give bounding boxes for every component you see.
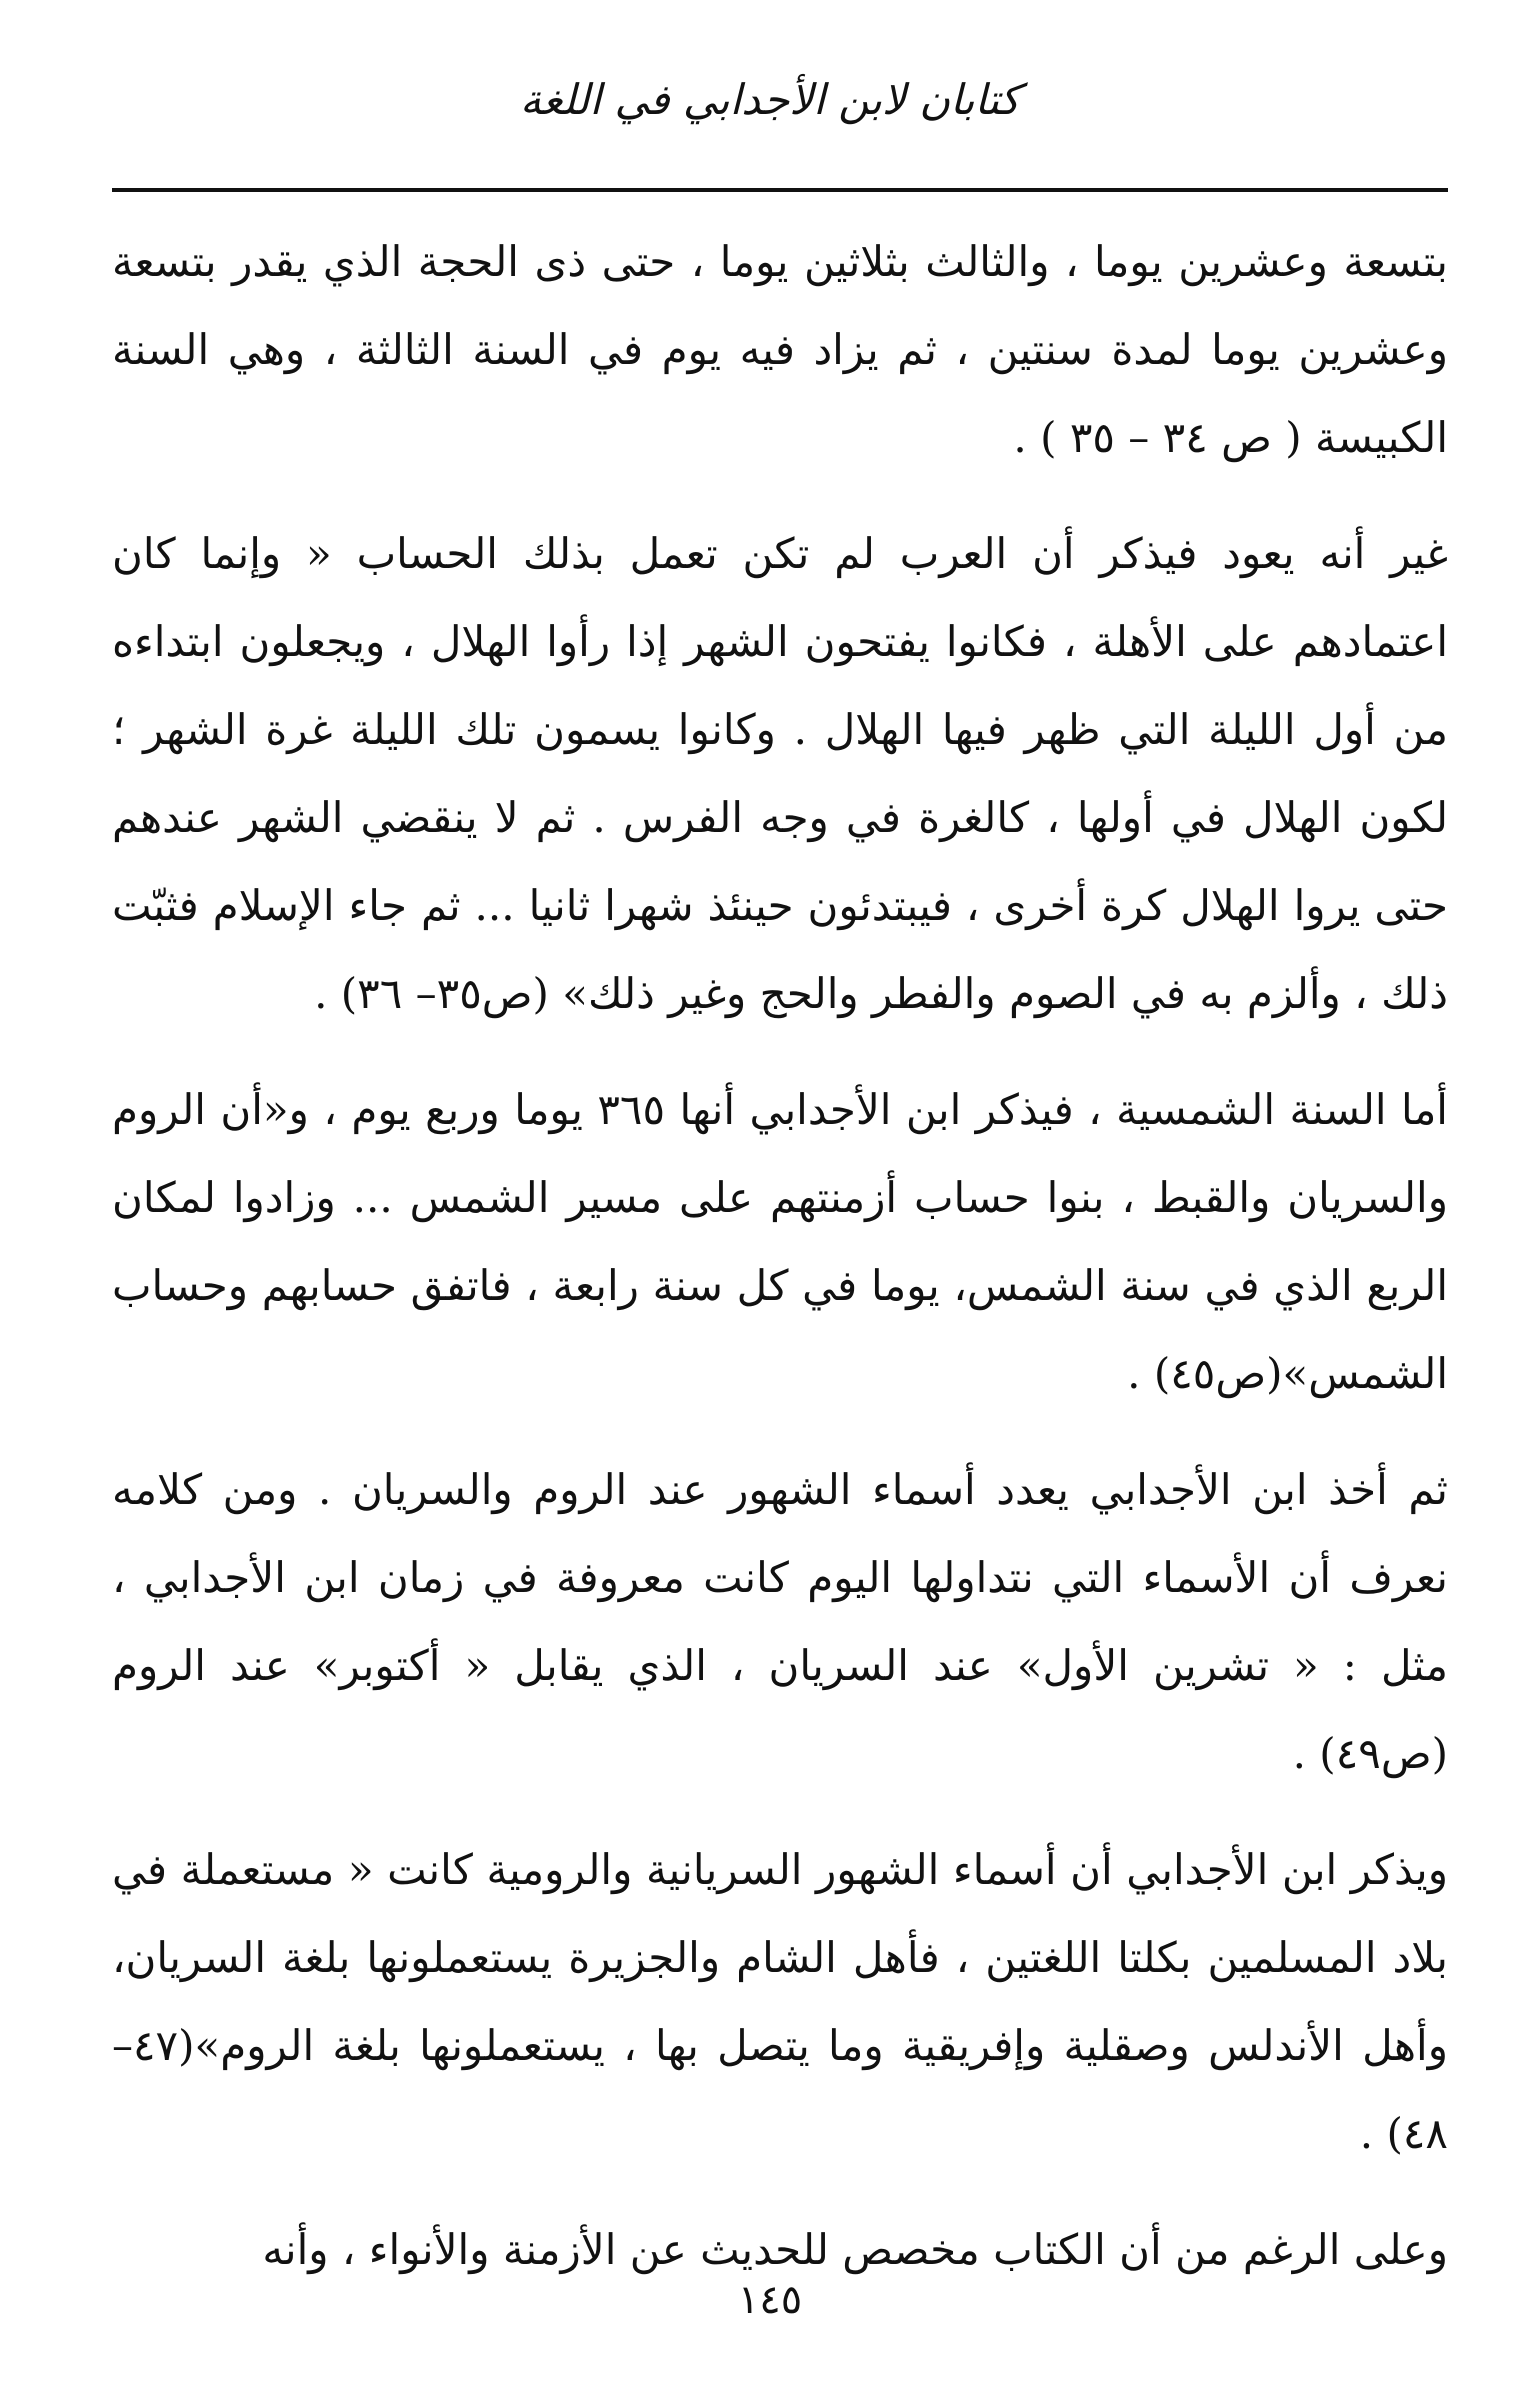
header-divider — [112, 188, 1448, 192]
paragraph-6: وعلى الرغم من أن الكتاب مخصص للحديث عن الأزمنة والأنواء ، وأنه — [262, 2225, 1448, 2274]
page-number: ١٤٥ — [737, 2277, 803, 2323]
paragraph-5: ويذكر ابن الأجدابي أن أسماء الشهور السريانية والرومية كانت « مستعملة في بلاد المسلمين بكلتا اللغتين ، فأهل الشام والجزيرة يستعملونها بلغة السريان، وأهل الأندلس وصقلية وإفريقية وما يتصل بها ، يستعملونها بلغة الروم»(٤٧– ٤٨) . — [112, 1845, 1448, 2158]
paragraph-2: غير أنه يعود فيذكر أن العرب لم تكن تعمل بذلك الحساب « وإنما كان اعتمادهم على الأهلة ، فكانوا يفتحون الشهر إذا رأوا الهلال ، ويجعلون ابتداءه من أول الليلة التي ظهر فيها الهلال . وكانوا يسمون تلك الليلة غرة الشهر ؛ لكون الهلال في أولها ، كالغرة في وجه الفرس . ثم لا ينقضي الشهر عندهم حتى يروا الهلال كرة أخرى ، فيبتدئون حينئذ شهرا ثانيا ... ثم جاء الإسلام فثبّت ذلك ، وألزم به في الصوم والفطر والحج وغير ذلك» (ص٣٥– ٣٦) . — [112, 529, 1448, 1018]
paragraph-1: بتسعة وعشرين يوما ، والثالث بثلاثين يوما ، حتى ذى الحجة الذي يقدر بتسعة وعشرين يوما لمدة سنتين ، ثم يزاد فيه يوم في السنة الثالثة ، وهي السنة الكبيسة ( ص ٣٤ – ٣٥ ) . — [112, 237, 1448, 462]
paragraph-4: ثم أخذ ابن الأجدابي يعدد أسماء الشهور عند الروم والسريان . ومن كلامه نعرف أن الأسماء التي نتداولها اليوم كانت معروفة في زمان ابن الأجدابي ، مثل : « تشرين الأول» عند السريان ، الذي يقابل « أكتوبر» عند الروم (ص٤٩) . — [112, 1465, 1448, 1778]
body-text — [112, 218, 1448, 2322]
running-header-title: كتابان لابن الأجدابي في اللغة — [519, 75, 1021, 124]
paragraph-3: أما السنة الشمسية ، فيذكر ابن الأجدابي أنها ٣٦٥ يوما وربع يوم ، و«أن الروم والسريان والقبط ، بنوا حساب أزمنتهم على مسير الشمس ... وزادوا لمكان الربع الذي في سنة الشمس، يوما في كل سنة رابعة ، فاتفق حسابهم وحساب الشمس»(ص٤٥) . — [112, 1085, 1448, 1398]
